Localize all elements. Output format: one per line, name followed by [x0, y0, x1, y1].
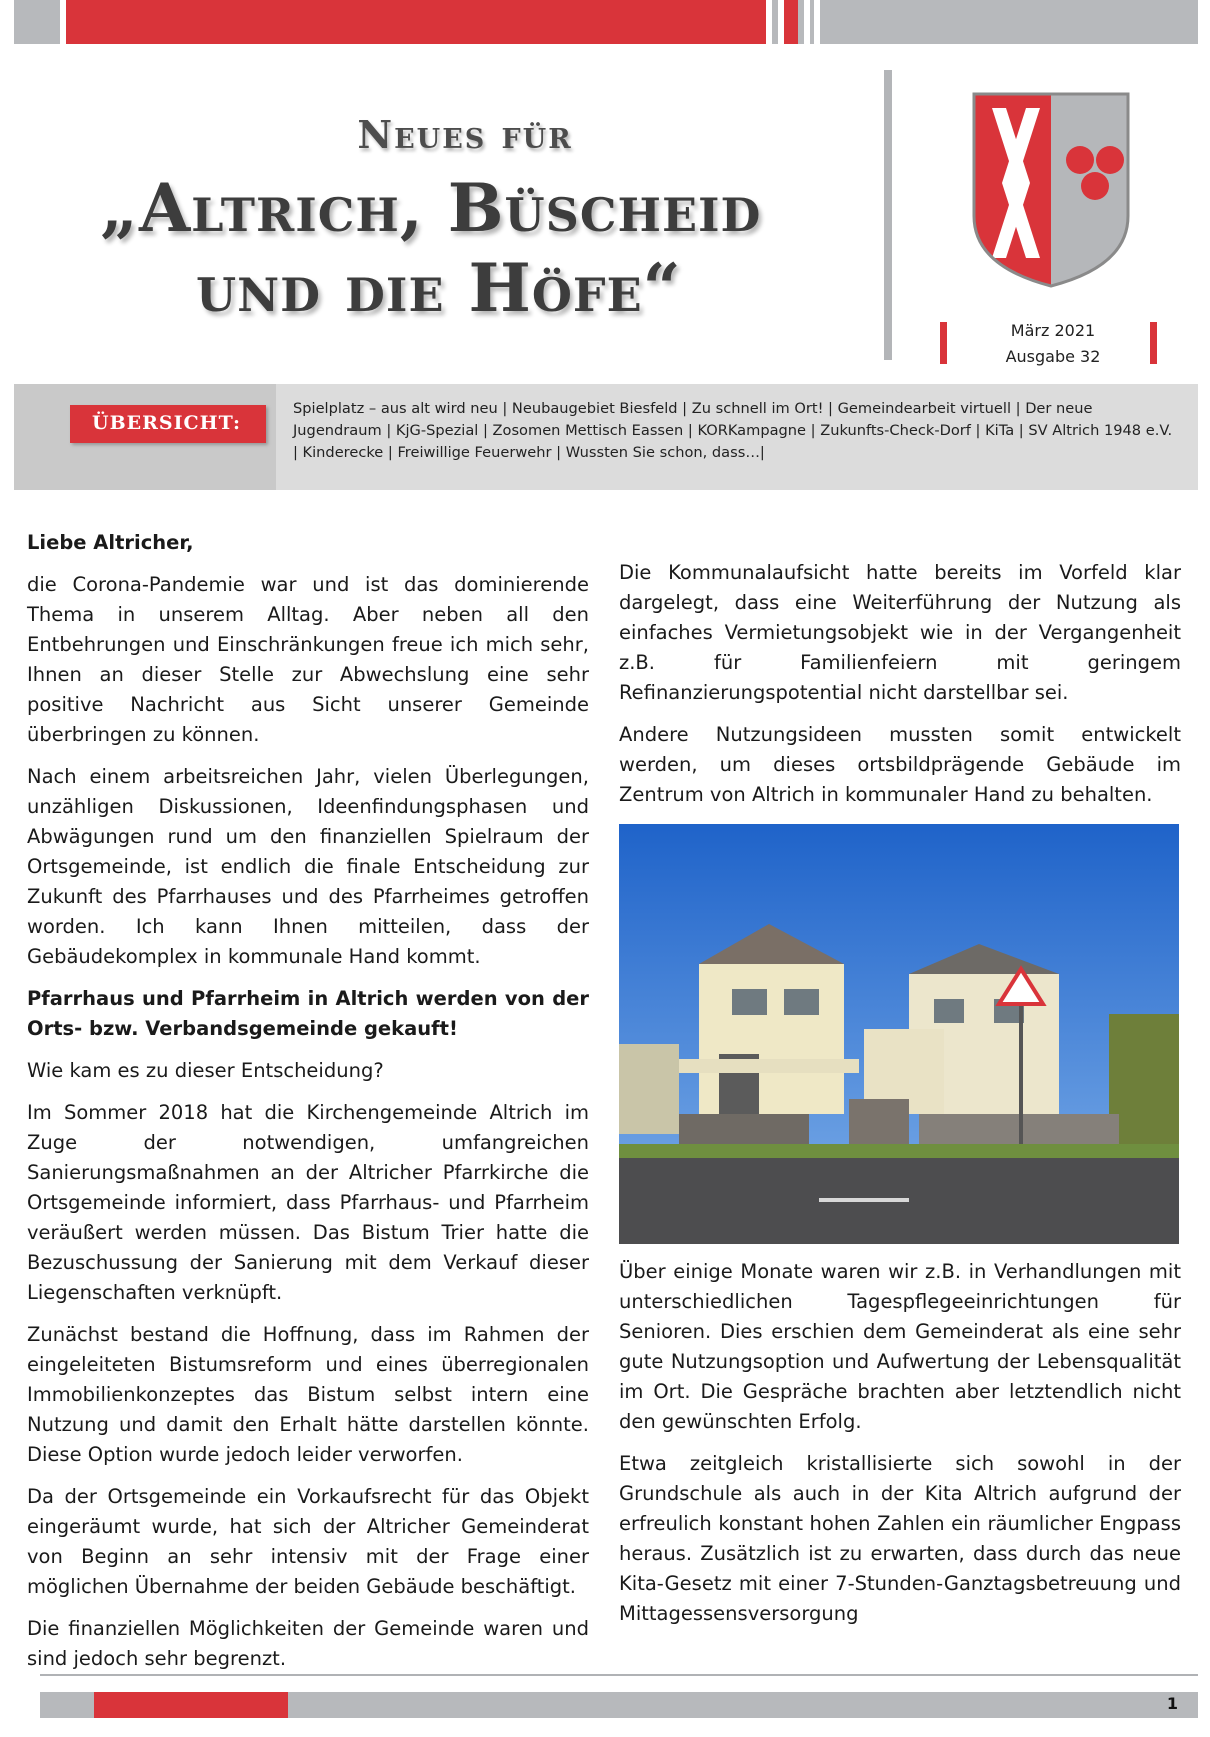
paragraph: Über einige Monate waren wir z.B. in Verhandlungen mit unterschiedlichen Tagespflegeeinrichtungen für Senioren. Dies erschien dem Gemeinderat als eine sehr gute Nutzungsoption und Aufwertung der Lebensqualität im Ort. Die Gespräche brachten aber letztendlich nicht den gewünschten Erfolg.: [619, 1260, 1181, 1433]
paragraph: die Corona-Pandemie war und ist das dominierende Thema in unserem Alltag. Aber neben all den Entbehrungen und Einschränkungen freue ich mich sehr, Ihnen an dieser Stelle zur Abwechslung eine sehr positive Nachricht aus Sicht unserer Gemeinde überbringen zu können.: [27, 573, 589, 746]
article-column-right-top: [619, 558, 1181, 822]
article-greeting: Liebe Altricher,: [27, 531, 194, 554]
overview-topics: Spielplatz – aus alt wird neu | Neubaugebiet Biesfeld | Zu schnell im Ort! | Gemeindearbeit virtuell | Der neue Jugendraum | KjG-Spezial | Zosomen Mettisch Eassen | KORKampagne | Zukunfts-Check-Dorf | KiTa | SV Altrich 1948 e.V. | Kinderecke | Freiwillige Feuerwehr | Wussten Sie schon, dass…|: [293, 400, 1173, 461]
article-column-left: [27, 528, 589, 1686]
coat-of-arms-icon: [968, 88, 1134, 290]
footer-bar: [40, 1692, 1198, 1718]
paragraph: Zunächst bestand die Hoffnung, dass im Rahmen der eingeleiteten Bistumsreform und eines überregionalen Immobilienkonzeptes das Bistum selbst intern eine Nutzung und damit den Erhalt hätte darstellen könnte. Diese Option wurde jedoch leider verworfen.: [27, 1323, 589, 1466]
masthead-title-line2: und die Höfe“: [196, 249, 682, 327]
paragraph: Im Sommer 2018 hat die Kirchengemeinde Altrich im Zuge der notwendigen, umfangreichen Sanierungsmaßnahmen an der Altricher Pfarrkirche die Ortsgemeinde informiert, dass Pfarrhaus- und Pfarrheim veräußert werden müssen. Das Bistum Trier hatte die Bezuschussung der Sanierung mit dem Verkauf dieser Liegenschaften verknüpft.: [27, 1101, 589, 1304]
article-column-right-bottom: [619, 1257, 1181, 1641]
masthead-title: [100, 168, 800, 328]
masthead-subtitle: Neues für: [357, 112, 573, 157]
paragraph: Da der Ortsgemeinde ein Vorkaufsrecht für das Objekt eingeräumt wurde, hat sich der Altricher Gemeinderat von Beginn an sehr intensiv mit der Frage einer möglichen Übernahme der beiden Gebäude beschäftigt.: [27, 1485, 589, 1598]
paragraph: Nach einem arbeitsreichen Jahr, vielen Überlegungen, unzähligen Diskussionen, Ideenfindungsphasen und Abwägungen rund um den finanziellen Spielraum der Ortsgemeinde, ist endlich die finale Entscheidung zur Zukunft des Pfarrhauses und des Pfarrheimes getroffen worden. Ich kann Ihnen mitteilen, dass der Gebäudekomplex in kommunale Hand kommt.: [27, 765, 589, 968]
paragraph: Die finanziellen Möglichkeiten der Gemeinde waren und sind jedoch sehr begrenzt.: [27, 1617, 589, 1670]
issue-number: Ausgabe 32: [1005, 347, 1101, 366]
issue-date: März 2021: [1010, 321, 1096, 340]
issue-info: [988, 318, 1118, 370]
footer-rule: [40, 1674, 1198, 1676]
parish-house-photo: [619, 824, 1179, 1244]
issue-marker-left: [940, 322, 947, 364]
paragraph: Andere Nutzungsideen mussten somit entwickelt werden, um dieses ortsbildprägende Gebäude im Zentrum von Altrich in kommunaler Hand zu behalten.: [619, 723, 1181, 806]
masthead-divider: [884, 70, 892, 360]
overview-panel: [14, 384, 1198, 490]
header-color-bar: [14, 0, 1198, 44]
paragraph: Die Kommunalaufsicht hatte bereits im Vorfeld klar dargelegt, dass eine Weiterführung der Nutzung als einfaches Vermietungsobjekt wie in der Vergangenheit z.B. für Familienfeiern mit geringem Refinanzierungspotential nicht darstellbar sei.: [619, 561, 1181, 704]
overview-label: ÜBERSICHT:: [70, 405, 266, 443]
paragraph: Wie kam es zu dieser Entscheidung?: [27, 1059, 384, 1082]
page-number: 1: [1166, 1694, 1178, 1713]
paragraph: Etwa zeitgleich kristallisierte sich sowohl in der Grundschule als auch in der Kita Altrich aufgrund der erfreulich konstant hohen Zahlen ein räumlicher Engpass heraus. Zusätzlich ist zu erwarten, dass durch das neue Kita-Gesetz mit einer 7-Stunden-Ganztagsbetreuung und Mittagessensversorgung: [619, 1452, 1181, 1625]
article-headline: Pfarrhaus und Pfarrheim in Altrich werden von der Orts- bzw. Verbandsgemeinde gekauft!: [27, 987, 589, 1040]
issue-marker-right: [1150, 322, 1157, 364]
masthead-title-line1: „Altrich, Büscheid: [100, 169, 762, 247]
